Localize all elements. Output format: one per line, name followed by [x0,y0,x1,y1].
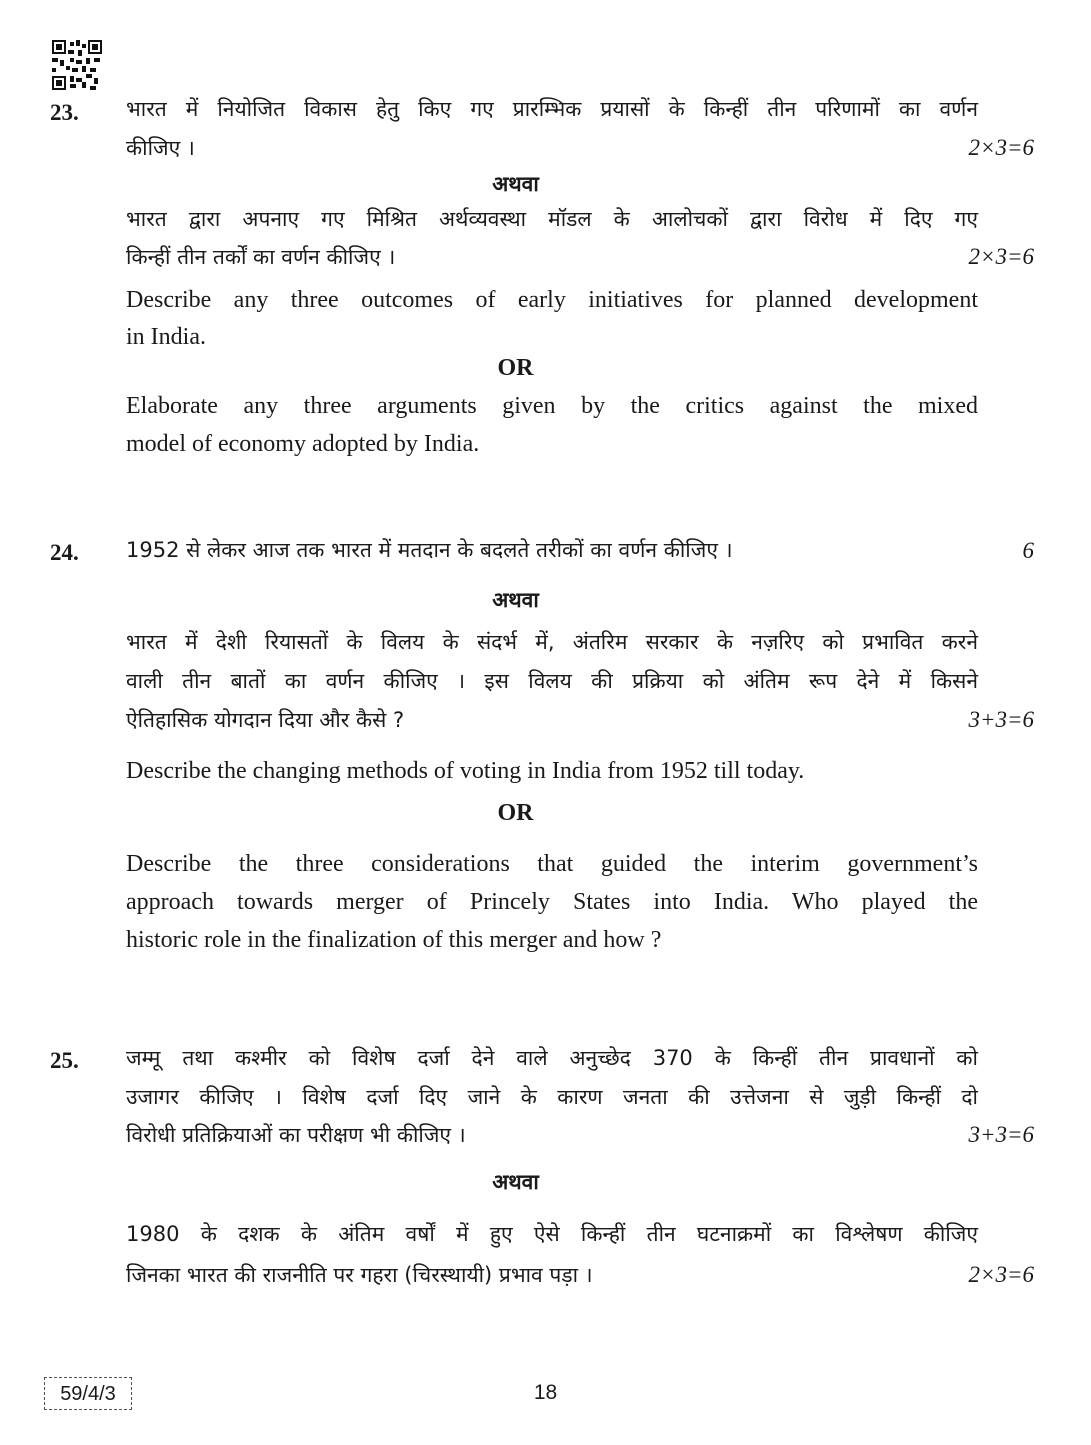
question-text-hindi-alt: भारत द्वारा अपनाए गए मिश्रित अर्थव्यवस्था मॉडल के आलोचकों द्वारा विरोध में दिए गए [126,207,978,231]
question-text-hindi: विरोधी प्रतिक्रियाओं का परीक्षण भी कीजिए । [126,1123,466,1147]
question-number: 24. [50,540,79,565]
question-text-hindi: जम्मू तथा कश्मीर को विशेष दर्जा देने वाले अनुच्छेद 370 के किन्हीं तीन प्रावधानों को [126,1046,978,1070]
question-text-hindi-alt: किन्हीं तीन तर्कों का वर्णन कीजिए । [126,245,396,269]
or-separator-english: OR [497,800,534,826]
qr-code-icon [52,40,102,90]
question-text-hindi: कीजिए । [126,136,195,160]
marks-label: 3+3=6 [968,1122,1034,1147]
question-text-english-alt: historic role in the finalization of this merger and how ? [126,927,662,953]
or-separator-hindi: अथवा [492,588,539,612]
question-text-english-alt: approach towards merger of Princely States into India. Who played the [126,889,978,915]
question-text-hindi: 1952 से लेकर आज तक भारत में मतदान के बदलते तरीकों का वर्णन कीजिए । [126,538,733,562]
marks-label: 3+3=6 [968,707,1034,732]
or-separator-hindi: अथवा [492,1170,539,1194]
marks-label: 2×3=6 [968,1262,1034,1287]
question-text-hindi-alt: ऐतिहासिक योगदान दिया और कैसे ? [126,708,405,732]
question-text-english: Describe the changing methods of voting in India from 1952 till today. [126,758,805,784]
question-text-english-alt: Elaborate any three arguments given by the critics against the mixed [126,393,978,419]
marks-label: 2×3=6 [968,244,1034,269]
marks-label: 6 [1022,538,1034,563]
question-text-hindi-alt: वाली तीन बातों का वर्णन कीजिए । इस विलय की प्रक्रिया को अंतिम रूप देने में किसने [126,669,978,693]
question-text-english-alt: Describe the three considerations that guided the interim government’s [126,851,978,877]
question-text-hindi: भारत में नियोजित विकास हेतु किए गए प्रारम्भिक प्रयासों के किन्हीं तीन परिणामों का वर्णन [126,97,978,121]
question-text-hindi-alt: भारत में देशी रियासतों के विलय के संदर्भ में, अंतरिम सरकार के नज़रिए को प्रभावित करने [126,630,978,654]
paper-code: 59/4/3 [44,1377,132,1410]
question-text-hindi-alt: 1980 के दशक के अंतिम वर्षों में हुए ऐसे किन्हीं तीन घटनाक्रमों का विश्लेषण कीजिए [126,1222,978,1246]
marks-label: 2×3=6 [968,135,1034,160]
question-text-english: in India. [126,324,206,350]
question-number: 25. [50,1048,79,1073]
or-separator-hindi: अथवा [492,172,539,196]
page-number: 18 [533,1381,558,1404]
question-text-english: Describe any three outcomes of early initiatives for planned development [126,287,978,313]
or-separator-english: OR [497,355,534,381]
question-text-hindi: उजागर कीजिए । विशेष दर्जा दिए जाने के कारण जनता की उत्तेजना से जुड़ी किन्हीं दो [126,1085,978,1109]
question-number: 23. [50,100,79,125]
question-text-hindi-alt: जिनका भारत की राजनीति पर गहरा (चिरस्थायी) प्रभाव पड़ा । [126,1263,593,1287]
question-text-english-alt: model of economy adopted by India. [126,431,480,457]
